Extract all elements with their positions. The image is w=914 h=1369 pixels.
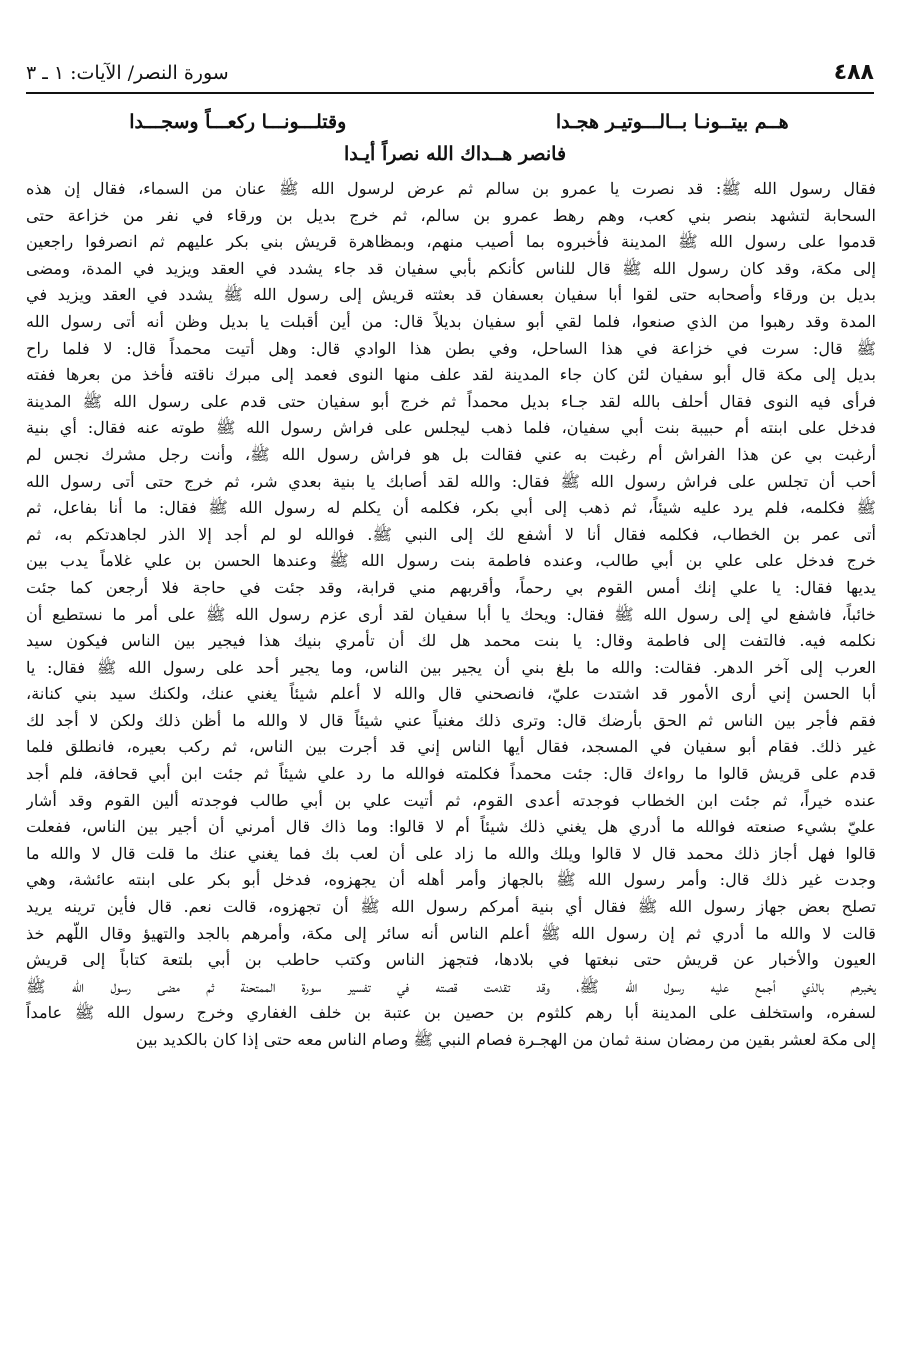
poem-block: [60, 104, 850, 168]
verse-1-left-hemistich: وقتلـــونـــا ركعـــاً وسجـــدا: [129, 111, 347, 133]
body-line: فقال رسول الله ﷺ: قد نصرت يا عمرو بن سالم ثم عرض لرسول الله ﷺ عنان من السماء، فقال إن هذه: [26, 179, 876, 198]
body-line: قدم على قريش قالوا ما رواءك قال: جئت محمداً فكلمته فوالله ما رد علي شيئاً ثم جئت ابن أبي قحافة، فلم أجد: [26, 764, 876, 784]
body-text: [26, 176, 876, 1054]
body-line: أتى عمر بن الخطاب، فكلمه فقال أنا لا أشفع لك إلى النبي ﷺ. فوالله لو لم أجد إلا الذر لجاهدتكم به، ثم: [26, 524, 876, 544]
body-line: المدة وقد رهبوا من الذي صنعوا، فلما لقي أبو سفيان بديلاً قال: من أين أقبلت يا بديل وظن أنه أتى رسول الله: [26, 311, 876, 331]
body-line: تصلح بعض جهاز رسول الله ﷺ فقال أي بنية أمركم رسول الله ﷺ أن تجهزوه، قالت نعم. قال فأين ترينه يريد: [26, 897, 876, 917]
body-line: يخبرهم بالذي أجمع عليه رسول الله ﷺ، وقد تقدمت قصته في تفسير سورة الممتحنة ثم مضى رسول الله ﷺ: [26, 976, 876, 996]
body-line: فدخل على ابنته أم حبيبة بنت أبي سفيان، فلما ذهب ليجلس على فراش رسول الله ﷺ طوته عنه فقال: أي بنية: [26, 418, 876, 438]
body-line: نكلمه فيه. فالتفت إلى فاطمة وقال: يا بنت محمد هل لك أن تأمري بنيك هذا فيجير بين الناس فيكون سيد: [26, 631, 876, 651]
poem-verse-2: فانصر هــداك الله نصراً أيـدا: [343, 143, 567, 165]
body-line: ﷺ فكلمه، فلم يرد عليه شيئاً، ثم ذهب إلى أبي بكر، فكلمه أن يكلم له رسول الله ﷺ فقال: ما أنا بفاعل، ثم: [26, 498, 876, 518]
body-line: إلى مكة لعشر بقين من رمضان سنة ثمان من الهجـرة فصام النبي ﷺ وصام الناس معه حتى إذا كان بالكديد بين: [135, 1030, 876, 1049]
body-line: أرغبت بي عن هذا الفراش أم رغبت به عني فقالت بل هو فراش رسول الله ﷺ، وأنت رجل مشرك نجس لم: [26, 444, 876, 464]
body-line: قالت لا والله ما أدري ثم إن رسول الله ﷺ أعلم الناس أنه سائر إلى مكة، وأمرهم بالجد والتهيؤ وقال اللّهم خذ: [26, 923, 876, 943]
body-line: لسفره، واستخلف على المدينة أبا رهم كلثوم بن حصين بن عتبة بن خلف الغفاري وخرج رسول الله ﷺ عامداً: [26, 1003, 876, 1023]
verse-1-right-hemistich: هــم بيتــونـا بــالـــوتيـر هجـدا: [555, 111, 789, 133]
poem-verse-1: [60, 104, 850, 140]
body-line: عنده خيراً، ثم جئت ابن الخطاب فوجدته أعدى القوم، ثم أتيت علي بن أبي طالب فوجدته ألين القوم وقد أشار: [26, 790, 876, 810]
running-title: سورة النصر/ الآيات: ١ ـ ٣: [26, 62, 229, 84]
page-header: [26, 60, 874, 92]
body-line: السحابة لتشهد بنصر بني كعب، وهم رهط عمرو بن سالم، ثم خرج بديل بن ورقاء في نفر من خزاعة حتى: [26, 205, 876, 225]
body-line: فقم فأجر بين الناس ثم الحق بأرضك قال: وترى ذلك مغنياً عني شيئاً قال لا والله ما أظن ذلك ولكن لا أجد لك: [26, 710, 876, 730]
body-line: أحب أن تجلس على فراش رسول الله ﷺ فقال: والله لقد أصابك يا بنية بعدي شر، ثم خرج حتى أتى رسول الله: [26, 471, 876, 491]
body-line: خرج فدخل على علي بن أبي طالب، وعنده فاطمة بنت رسول الله ﷺ وعندها الحسن بن علي غلاماً يدب بين: [26, 551, 876, 571]
header-divider: [26, 92, 874, 94]
body-line: فرأى فيه النوى فقال أحلف بالله لقد جـاء بديل محمداً ثم خرج أبو سفيان حتى قدم على رسول الله ﷺ المدينة: [26, 391, 876, 411]
body-line: العرب إلى آخر الدهر. فقالت: والله ما بلغ بني أن يجير بين الناس، وما يجير أحد على رسول الله ﷺ فقال: يا: [26, 657, 876, 677]
body-line: قالوا فهل أجاز ذلك محمد قال لا قالوا ويلك والله ما زاد على أن لعب بك فما يغني عنك ما قلت قال لا والله ما: [26, 843, 876, 863]
body-line: قدموا على رسول الله ﷺ المدينة فأخبروه بما أصيب منهم، وبمظاهرة قريش بني بكر عليهم ثم انصرفوا راجعين: [26, 232, 876, 252]
page-number: ٤٨٨: [833, 60, 874, 85]
body-line: يديها فقال: يا علي إنك أمس القوم بي رحماً، وأقربهم مني قرابة، وقد جئت في حاجة فلا أرجعن كما جئت: [26, 577, 876, 597]
body-line: ﷺ قال: سرت في خزاعة في هذا الساحل، وفي بطن هذا الوادي قال: وهل أتيت محمداً قال: لا فلما راح: [26, 338, 876, 358]
body-line: غير ذلك. فقام أبو سفيان في المسجد، فقال أيها الناس إني قد أجرت بين الناس، ثم ركب بعيره، فانطلق فلما: [26, 737, 876, 757]
body-line: وجدت غير ذلك قال: وأمر رسول الله ﷺ بالجهاز وأمر أهله أن يجهزوه، فدخل أبو بكر على ابنته عائشة، وهي: [26, 870, 876, 890]
body-line: بديل إلى مكة قال أبو سفيان لئن كان جاء المدينة لقد علف منها النوى فعمد إلى مبرك ناقته فأخذ من بعرها ففته: [26, 365, 876, 385]
body-line: خائباً، فاشفع لي إلى رسول الله ﷺ فقال: ويحك يا أبا سفيان لقد أرى عزم رسول الله ﷺ على أمر ما نستطيع أن: [26, 604, 876, 624]
body-line: بديل بن ورقاء وأصحابه حتى لقوا أبا سفيان بعسفان قد بعثته قريش إلى رسول الله ﷺ يشدد في العقد ويزيد في: [26, 285, 876, 305]
body-line: العيون والأخبار عن قريش حتى نبغتها في بلادها، فتجهز الناس وكتب حاطب بن أبي بلتعة كتاباً إلى قريش: [26, 950, 876, 970]
body-line: أبا الحسن إني أرى الأمور قد اشتدت عليّ، فانصحني قال والله لا أعلم شيئاً يغني عنك، ولكنك سيد بني كنانة،: [26, 684, 876, 704]
body-line: عليّ بشيء صنعته فوالله ما أدري هل يغني ذلك شيئاً أم لا قالوا: وما ذاك قال أمرني أن أجير بين الناس، ففعلت: [26, 817, 876, 837]
body-line: إلى مكة، وقد كان رسول الله ﷺ قال للناس كأنكم بأبي سفيان قد جاء يشدد في العقد ويزيد في المدة، ومضى: [26, 258, 876, 278]
